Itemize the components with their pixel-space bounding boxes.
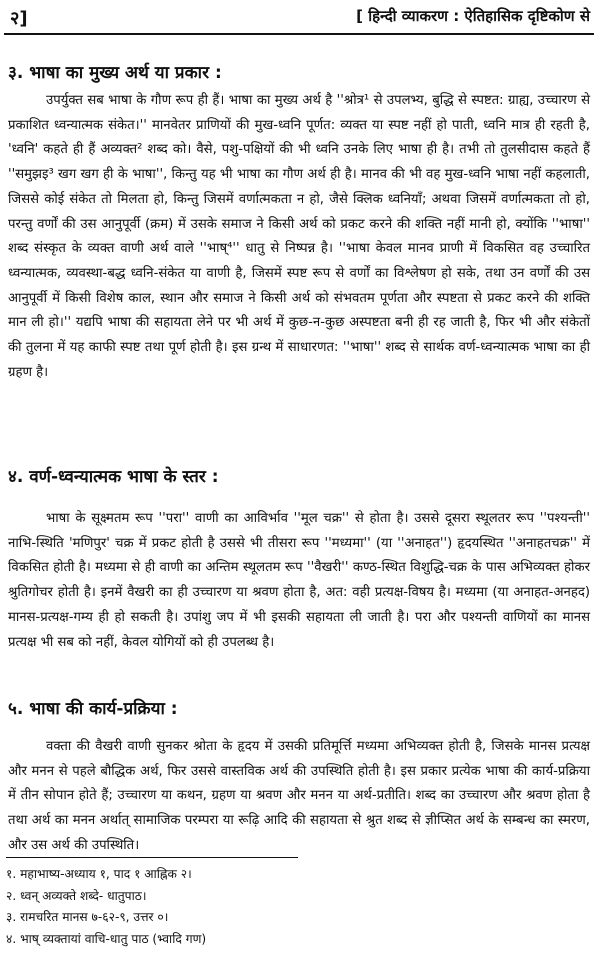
running-title: [ हिन्दी व्याकरण : ऐतिहासिक दृष्टिकोण से: [356, 7, 590, 25]
section-body-3-text: उपर्युक्त सब भाषा के गौण रूप ही हैं। भाषा का मुख्य अर्थ है ''श्रोत्र¹ से उपलभ्य, बुद्धि से स्पष्टत: ग्राह्य, उच्चारण से प्रकाशित ध्वन्यात्मक संकेत।'' मानवेतर प्राणियों की मुख-ध्वनि पूर्णत: व्यक्त या स्पष्ट नहीं हो पाती, ध्वनि मात्र ही रहती है, 'ध्वनि' कहते ही हैं अव्यक्त² शब्द को। वैसे, पशु-पक्षियों की भी ध्वनि उनके लिए भाषा ही है। तभी तो तुलसीदास कहते हैं ''समुझइ³ खग खग ही के भाषा'', किन्तु यह भी भाषा का गौण अर्थ ही है। मानव की भी वह मुख-ध्वनि भाषा नहीं कहलाती, जिससे कोई संकेत तो मिलता हो, किन्तु जिसमें वर्णात्मकता न हो, जैसे क्लिक ध्वनियाँ; अथवा जिसमें वर्णात्मकता तो हो, परन्तु वर्णों की उस आनुपूर्वी (क्रम) में उसके समाज ने किसी अर्थ को प्रकट करने की शक्ति नहीं मानी हो, क्योंकि ''भाषा'' शब्द संस्कृत के व्यक्त वाणी अर्थ वाले ''भाष्⁴'' धातु से निष्पन्न है। ''भाषा केवल मानव प्राणी में विकसित वह उच्चारित ध्वन्यात्मक, व्यवस्था-बद्ध ध्वनि-संकेत या वाणी है, जिसमें स्पष्ट रूप से वर्णों का विश्लेषण हो सके, तथा उन वर्णों की उस आनुपूर्वी में किसी विशेष काल, स्थान और समाज ने किसी अर्थ को संभवतम पूर्णता और स्पष्टता से प्रकट करने की शक्ति मान ली हो।'' यद्यपि भाषा की सहायता लेने पर भी अर्थ में कुछ-न-कुछ अस्पष्टता बनी ही रह जाती है, फिर भी और संकेतों की तुलना में यह काफी स्पष्ट तथा पूर्ण होती है। इस ग्रन्थ में साधारणत: ''भाषा'' शब्द से सार्थक वर्ण-ध्वन्यात्मक भाषा का ही ग्रहण है।: [8, 93, 590, 380]
page-header: [10, 6, 590, 34]
header-rule: [4, 33, 594, 35]
footnote-2: २. ध्वन् अव्यक्ते शब्दे- धातुपाठ।: [6, 888, 147, 903]
section-heading-4: ४. वर्ण-ध्वन्यात्मक भाषा के स्तर :: [8, 467, 219, 487]
section-body-5-text: वक्ता की वैखरी वाणी सुनकर श्रोता के हृदय में उसकी प्रतिमूर्त्ति मध्यमा अभिव्यक्त होती है, जिसके मानस प्रत्यक्ष और मनन से पहले बौद्धिक अर्थ, फिर उससे वास्तविक अर्थ की उपस्थिति होती है। इस प्रकार प्रत्येक भाषा की कार्य-प्रक्रिया में तीन सोपान होते हैं; उच्चारण या कथन, ग्रहण या श्रवण और मनन या अर्थ-प्रतीति। शब्द का उच्चारण और श्रवण होता है तथा अर्थ का मनन अर्थात् सामाजिक परम्परा या रूढ़ि आदि की सहायता से श्रुत शब्द से ज्ञीप्सित अर्थ के सम्बन्ध का स्मरण, और उस अर्थ की उपस्थिति।: [8, 739, 590, 853]
footnotes: [6, 864, 586, 950]
footnote-1: १. महाभाष्य-अध्याय १, पाद १ आह्निक २।: [6, 867, 192, 881]
section-heading-5: ५. भाषा की कार्य-प्रक्रिया :: [8, 699, 178, 719]
footnote-4: ४. भाष् व्यक्तायां वाचि-धातु पाठ (भ्वादि गण): [6, 931, 207, 946]
section-body-5: [8, 735, 590, 859]
section-heading-3: ३. भाषा का मुख्य अर्थ या प्रकार :: [8, 63, 222, 83]
footnote-rule: [6, 857, 298, 858]
page-number: २]: [10, 8, 28, 29]
section-body-4: [8, 507, 590, 655]
section-body-3: [8, 89, 590, 385]
footnote-3: ३. रामचरित मानस ७-६२-९, उत्तर ०।: [6, 910, 169, 924]
section-body-4-text: भाषा के सूक्ष्मतम रूप ''परा'' वाणी का आविर्भाव ''मूल चक्र'' से होता है। उससे दूसरा स्थूलतर रूप ''पश्यन्ती'' नाभि-स्थिति 'मणिपुर' चक्र में प्रकट होती है उससे भी तीसरा रूप ''मध्यमा'' (या ''अनाहत'') हृदयस्थित ''अनाहतचक्र'' में विकसित होती है। मध्यमा से ही वाणी का अन्तिम स्थूलतम रूप ''वैखरी'' कण्ठ-स्थित विशुद्धि-चक्र के पास अभिव्यक्त होकर श्रुतिगोचर होती है। इनमें वैखरी का ही उच्चारण या श्रवण होता है, अत: वही प्रत्यक्ष-विषय है। मध्यमा (या अनाहत-अनहद) मानस-प्रत्यक्ष-गम्य ही हो सकती है। उपांशु जप में भी इसकी सहायता ली जाती है। परा और पश्यन्ती वाणियों का मानस प्रत्यक्ष भी सब को नहीं, केवल योगियों को ही उपलब्ध है।: [8, 511, 590, 650]
